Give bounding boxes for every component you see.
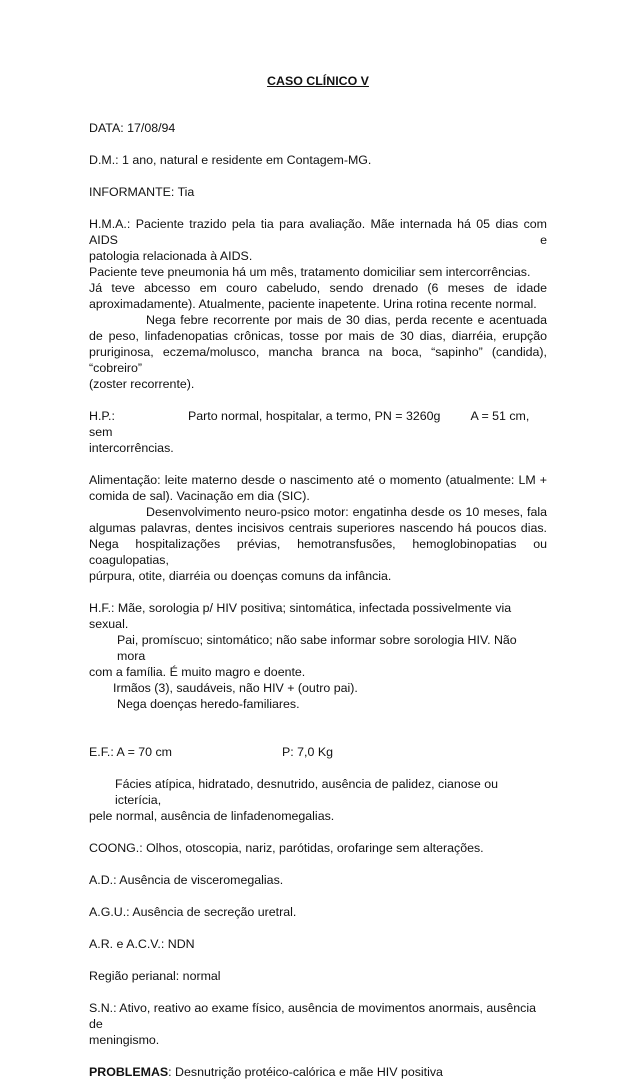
ef-line: Fácies atípica, hidratado, desnutrido, ausência de palidez, cianose ou icterícia, (115, 777, 498, 807)
feeding-line: púrpura, otite, diarréia ou doenças comuns da infância. (89, 569, 392, 583)
ef-weight: P: 7,0 Kg (282, 745, 333, 759)
clinical-case-document (89, 73, 547, 1080)
ar-line: A.R. e A.C.V.: NDN (89, 937, 195, 951)
hma-line: Já teve abcesso em couro cabeludo, sendo drenado (6 meses de idade (89, 281, 547, 295)
agu-line: A.G.U.: Ausência de secreção uretral. (89, 905, 297, 919)
sn-line: meningismo. (89, 1033, 160, 1047)
hf-line: Nega doenças heredo-familiares. (117, 697, 300, 711)
feeding-line: Alimentação: leite materno desde o nascimento até o momento (atualmente: LM + (89, 473, 547, 487)
hma-section (89, 216, 547, 392)
dm-line: D.M.: 1 ano, natural e residente em Contagem-MG. (89, 153, 372, 167)
hf-line: Pai, promíscuo; sintomático; não sabe informar sobre sorologia HIV. Não mora (117, 633, 517, 663)
sn-section (89, 1000, 547, 1048)
ef-line (89, 744, 547, 760)
hf-line: H.F.: Mãe, sorologia p/ HIV positiva; sintomática, infectada possivelmente via sexual. (89, 601, 512, 631)
ef-section (89, 744, 547, 824)
problems-line (89, 1064, 547, 1080)
feeding-line: Desenvolvimento neuro-psico motor: engatinha desde os 10 meses, fala (146, 505, 547, 519)
hma-line: pruriginosa, eczema/molusco, mancha branca na boca, “sapinho” (candida), “cobreiro” (89, 345, 547, 375)
ef-line: pele normal, ausência de linfadenomegalias. (89, 809, 335, 823)
problems-label: PROBLEMAS (89, 1065, 169, 1079)
coong-line: COONG.: Olhos, otoscopia, nariz, parótidas, orofaringe sem alterações. (89, 841, 484, 855)
hma-line: aproximadamente). Atualmente, paciente inapetente. Urina rotina recente normal. (89, 297, 537, 311)
hp-section (89, 408, 547, 456)
informant-line: INFORMANTE: Tia (89, 185, 195, 199)
hf-line: com a família. É muito magro e doente. (89, 665, 306, 679)
hp-height: A = 51 cm, sem (89, 409, 530, 439)
hf-line: Irmãos (3), saudáveis, não HIV + (outro pai). (113, 681, 358, 695)
feeding-section (89, 472, 547, 584)
ef-height: E.F.: A = 70 cm (89, 745, 172, 759)
feeding-line: Nega hospitalizações prévias, hemotransfusões, hemoglobinopatias ou coagulopatias, (89, 537, 547, 567)
ad-line: A.D.: Ausência de visceromegalias. (89, 873, 284, 887)
hma-line: Nega febre recorrente por mais de 30 dias, perda recente e acentuada (146, 313, 547, 327)
hp-line: intercorrências. (89, 441, 174, 455)
hp-line (89, 408, 547, 440)
hma-line: patologia relacionada à AIDS. (89, 249, 253, 263)
hma-line: de peso, linfadenopatias crônicas, tosse por mais de 30 dias, diarréia, erupção (89, 329, 547, 343)
hma-line: H.M.A.: Paciente trazido pela tia para avaliação. Mãe internada há 05 dias com AIDS e (89, 217, 547, 247)
feeding-line: algumas palavras, dentes incisivos centrais superiores nascendo há poucos dias. (89, 521, 547, 535)
date-line: DATA: 17/08/94 (89, 121, 176, 135)
sn-line: S.N.: Ativo, reativo ao exame físico, ausência de movimentos anormais, ausência de (89, 1001, 536, 1031)
perianal-line: Região perianal: normal (89, 969, 221, 983)
hp-text: Parto normal, hospitalar, a termo, PN = 3260g (188, 409, 441, 423)
hma-line: (zoster recorrente). (89, 377, 195, 391)
hp-label: H.P.: (89, 409, 115, 423)
hf-section (89, 600, 547, 712)
feeding-line: comida de sal). Vacinação em dia (SIC). (89, 489, 310, 503)
document-title: CASO CLÍNICO V (267, 74, 369, 88)
hma-line: Paciente teve pneumonia há um mês, tratamento domiciliar sem intercorrências. (89, 265, 531, 279)
problems-text: : Desnutrição protéico-calórica e mãe HIV positiva (168, 1065, 443, 1079)
